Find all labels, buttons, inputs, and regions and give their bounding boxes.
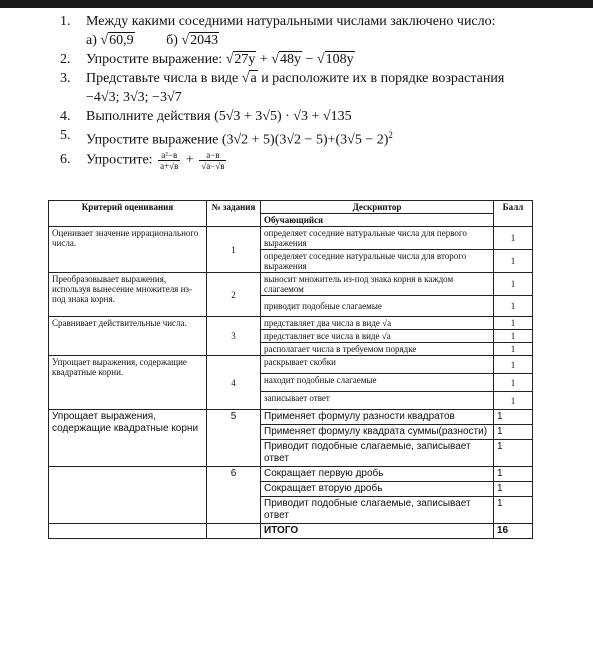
assessment-table (48, 200, 533, 539)
table-row (49, 227, 533, 250)
task-expression: (3√2 + 5)(3√2 − 5)+(3√5 − 2) (221, 132, 389, 148)
denominator: √a−√в (201, 160, 225, 171)
header-learner: Обучающийся (261, 214, 494, 227)
task-number: 3. (60, 71, 71, 86)
task-list (60, 12, 580, 171)
descriptor-cell: определяет соседние натуральные числа для второго выражения (261, 250, 494, 273)
task-text: Между какими соседними натуральными числами заключено число: (86, 14, 496, 29)
task-number-cell: 6 (207, 467, 261, 524)
descriptor-cell: Применяет формулу разности квадратов (261, 410, 494, 425)
descriptor-cell: Приводит подобные слагаемые, записывает ответ (261, 497, 494, 524)
score-cell: 1 (494, 343, 533, 356)
header-criterion: Критерий оценивания (49, 201, 207, 227)
score-cell: 1 (494, 227, 533, 250)
table-row (49, 317, 533, 330)
total-row (49, 524, 533, 539)
criterion-cell: Преобразовывает выражения, используя вынесение множителя из-под знака корня. (49, 273, 207, 317)
radicand: 27y (234, 52, 256, 67)
operator: + (185, 152, 194, 168)
task-number: 2. (60, 52, 71, 67)
task-text: Упростите выражение (86, 132, 219, 148)
fraction-1 (158, 150, 180, 171)
table-row (49, 467, 533, 482)
task-text-rest: и расположите их в порядке возрастания (261, 71, 505, 86)
radicand: 48y (279, 52, 301, 67)
exponent: 2 (388, 130, 393, 140)
descriptor-cell: Сокращает первую дробь (261, 467, 494, 482)
table-row (49, 410, 533, 425)
total-label: ИТОГО (261, 524, 494, 539)
table-row (49, 356, 533, 374)
header-row (49, 201, 533, 214)
descriptor-cell: Сокращает вторую дробь (261, 482, 494, 497)
task-number-cell: 5 (207, 410, 261, 467)
top-border (0, 0, 593, 8)
numerator: a²−в (158, 150, 180, 161)
header-score: Балл (494, 201, 533, 227)
header-descriptor: Дескриптор (261, 201, 494, 214)
empty-cell (49, 524, 207, 539)
task-number: 1. (60, 14, 71, 29)
empty-cell (207, 524, 261, 539)
operator: + (259, 52, 268, 67)
radicand: 108y (325, 52, 354, 67)
descriptor-cell: выносит множитель из-под знака корня в каждом слагаемом (261, 273, 494, 296)
descriptor-cell: Применяет формулу квадрата суммы(разности) (261, 425, 494, 440)
score-cell: 1 (494, 296, 533, 317)
header-task-no: № задания (207, 201, 261, 227)
task-1-options: а) √60,9 б) √2043 (86, 33, 219, 48)
score-cell: 1 (494, 330, 533, 343)
score-cell: 1 (494, 250, 533, 273)
task-number: 4. (60, 109, 71, 124)
score-cell: 1 (494, 374, 533, 392)
option-a-radicand: 60,9 (109, 33, 134, 48)
task-text: Выполните действия (86, 109, 211, 124)
descriptor-cell: приводит подобные слагаемые (261, 296, 494, 317)
total-score: 16 (494, 524, 533, 539)
score-cell: 1 (494, 392, 533, 410)
task-text: Представьте числа в виде (86, 71, 239, 86)
descriptor-cell: представляет два числа в виде √a (261, 317, 494, 330)
task-expression: (5√3 + 3√5) · √3 + √135 (214, 109, 352, 124)
task-number-cell: 4 (207, 356, 261, 410)
criterion-cell: Оценивает значение иррационального числа. (49, 227, 207, 273)
score-cell: 1 (494, 467, 533, 482)
task-number-cell: 1 (207, 227, 261, 273)
score-cell: 1 (494, 273, 533, 296)
task-4 (60, 107, 580, 126)
operator: − (305, 52, 314, 67)
task-3: 3. Представьте числа в виде √a и расположите их в порядке возрастания (60, 71, 505, 86)
descriptor-cell: находит подобные слагаемые (261, 374, 494, 392)
descriptor-cell: располагает числа в требуемом порядке (261, 343, 494, 356)
score-cell: 1 (494, 317, 533, 330)
task-5 (60, 126, 580, 150)
criterion-cell: Упрощает выражения, содержащие квадратные корни (49, 410, 207, 467)
descriptor-cell: Приводит подобные слагаемые, записывает ответ (261, 440, 494, 467)
task-text: Упростите: (86, 152, 153, 168)
task-text: Упростите выражение: (86, 52, 223, 67)
radicand: a (250, 71, 257, 86)
criterion-cell (49, 467, 207, 524)
criterion-cell: Сравнивает действительные числа. (49, 317, 207, 356)
score-cell: 1 (494, 356, 533, 374)
score-cell: 1 (494, 425, 533, 440)
task-6 (60, 150, 580, 171)
option-a-label: а) (86, 33, 97, 48)
task-number: 6. (60, 151, 71, 167)
descriptor-cell: представляет все числа в виде √a (261, 330, 494, 343)
task-number-cell: 3 (207, 317, 261, 356)
denominator: a+√в (160, 160, 179, 171)
score-cell: 1 (494, 440, 533, 467)
descriptor-cell: определяет соседние натуральные числа для первого выражения (261, 227, 494, 250)
table-row (49, 273, 533, 296)
task-1 (60, 12, 580, 31)
descriptor-cell: раскрывает скобки (261, 356, 494, 374)
score-cell: 1 (494, 497, 533, 524)
descriptor-cell: записывает ответ (261, 392, 494, 410)
option-b-label: б) (166, 33, 178, 48)
task-3-numbers: −4√3; 3√3; −3√7 (86, 90, 182, 105)
task-number-cell: 2 (207, 273, 261, 317)
score-cell: 1 (494, 410, 533, 425)
score-cell: 1 (494, 482, 533, 497)
fraction-2 (199, 150, 226, 171)
task-2: 2. Упростите выражение: √27y + √48y − √108y (60, 52, 354, 67)
task-number: 5. (60, 128, 71, 143)
option-b-radicand: 2043 (190, 33, 219, 48)
numerator: a−в (199, 150, 226, 161)
criterion-cell: Упрощает выражения, содержащие квадратные корни. (49, 356, 207, 410)
